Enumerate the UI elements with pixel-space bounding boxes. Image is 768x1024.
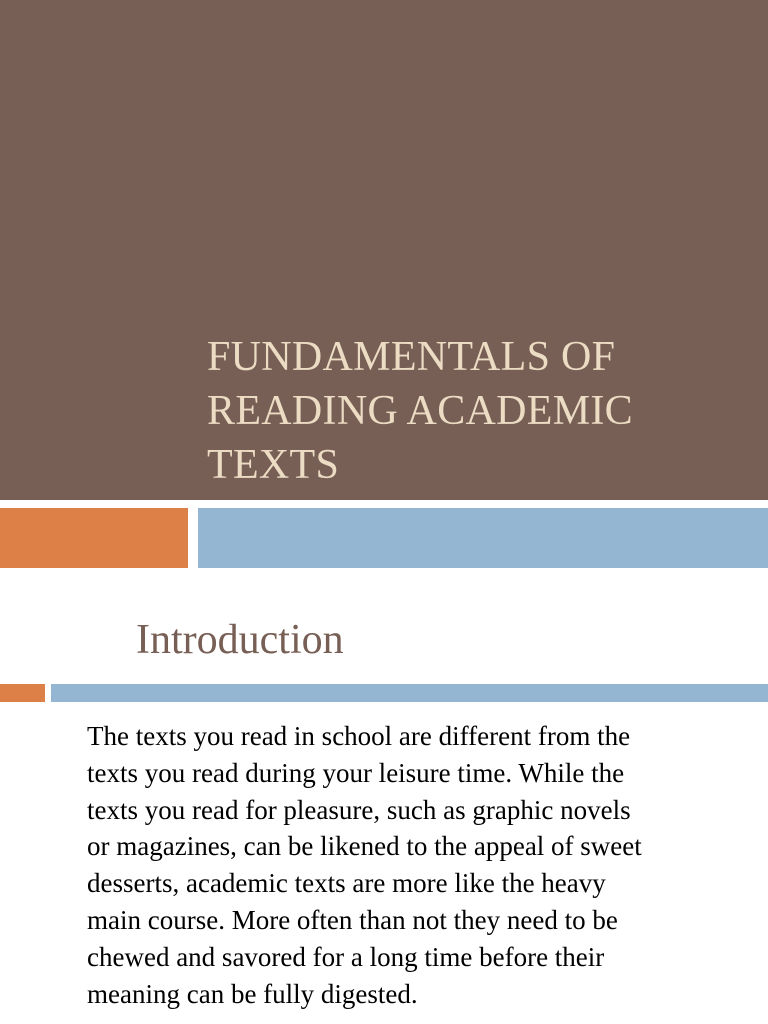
title-slide-background [0, 0, 768, 500]
body-line-4: or magazines, can be likened to the appeal of sweet [87, 831, 642, 862]
title-line-3: TEXTS [207, 442, 340, 488]
title-line-1: FUNDAMENTALS OF [207, 334, 616, 380]
body-line-6: main course. More often than not they need to be [87, 904, 618, 935]
section-divider-blue [51, 684, 768, 702]
title-slide-heading [207, 330, 747, 492]
body-line-2: texts you read during your leisure time. While the [87, 757, 625, 788]
body-line-7: chewed and savored for a long time before their [87, 941, 605, 972]
body-line-5: desserts, academic texts are more like the heavy [87, 868, 606, 899]
body-line-1: The texts you read in school are different from the [87, 721, 631, 751]
accent-bar-blue [198, 508, 768, 568]
accent-bar-orange [0, 508, 188, 568]
body-line-3: texts you read for pleasure, such as graphic novels [87, 794, 631, 825]
section-divider-orange [0, 684, 45, 702]
section-title: Introduction [136, 617, 344, 663]
title-line-2: READING ACADEMIC [207, 388, 633, 434]
intro-paragraph [87, 718, 737, 1012]
body-line-8: meaning can be fully digested. [87, 978, 418, 1009]
